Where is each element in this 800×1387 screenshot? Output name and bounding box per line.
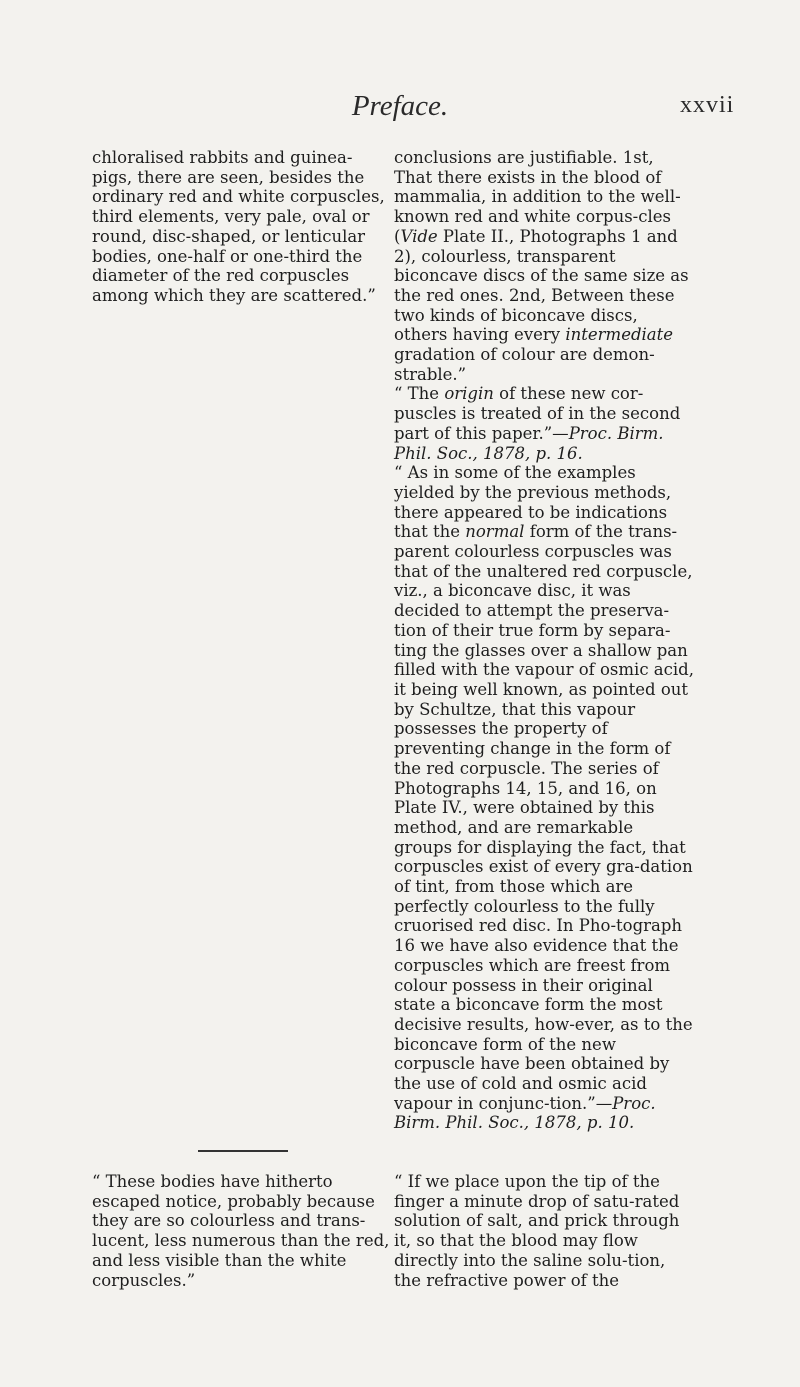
left-column-top <box>92 148 392 306</box>
left-column-bottom <box>92 1172 392 1290</box>
right-paragraph-2: “ The origin of these new cor-puscles is treated of in the second part of this paper.”—Proc. Birm. Phil. Soc., 1878, p. 16. <box>394 384 681 463</box>
citation: Proc. Birm. Phil. Soc., 1878, p. 16. <box>394 423 664 463</box>
page-header <box>0 90 800 120</box>
left-bottom-paragraph: “ These bodies have hitherto escaped notice, probably because they are so colourless and trans-lucent, less numerous than the red, and less visible than the white corpuscles.” <box>92 1172 390 1290</box>
right-paragraph-1: conclusions are justifiable. 1st, That there exists in the blood of mammalia, in addition to the well-known red and white corpus-cles (Vide Plate II., Photographs 1 and 2), colourless, transparent biconcave discs of the same size as the red ones. 2nd, Between these two kinds of biconcave discs, others having every intermediate gradation of colour are demon-strable.” <box>394 148 689 384</box>
page-number: xxvii <box>680 92 735 118</box>
running-title: Preface. <box>351 90 449 122</box>
right-paragraph-3: “ As in some of the examples yielded by the previous methods, there appeared to be indications that the normal form of the trans-parent colourless corpuscles was that of the unaltered red corpuscle, viz., a biconcave disc, it was decided to attempt the preserva-tion of their true form by separa-ting the glasses over a shallow pan filled with the vapour of osmic acid, it being well known, as pointed out by Schultze, that this vapour possesses the property of preventing change in the form of the red corpuscle. The series of Photographs 14, 15, and 16, on Plate IV., were obtained by this method, and are remarkable groups for displaying the fact, that corpuscles exist of every gra-dation of tint, from those which are perfectly colourless to the fully cruorised red disc. In Pho-tograph 16 we have also evidence that the corpuscles which are freest from colour possess in their original state a biconcave form the most decisive results, how-ever, as to the biconcave form of the new corpuscle have been obtained by the use of cold and osmic acid vapour in conjunc-tion.”—Proc. Birm. Phil. Soc., 1878, p. 10. <box>394 463 694 1133</box>
right-column-top <box>394 148 694 1133</box>
left-top-paragraph: chloralised rabbits and guinea-pigs, there are seen, besides the ordinary red and white corpuscles, third elements, very pale, oval or round, disc-shaped, or lenticular bodies, one-half or one-third the diameter of the red corpuscles among which they are scattered.” <box>92 148 385 305</box>
citation: Proc. Birm. Phil. Soc., 1878, p. 10. <box>394 1093 656 1133</box>
right-bottom-paragraph: “ If we place upon the tip of the finger a minute drop of satu-rated solution of salt, and prick through it, so that the blood may flow directly into the saline solu-tion, the refractive power of the <box>394 1172 680 1290</box>
right-column-bottom <box>394 1172 694 1290</box>
separator-rule <box>198 1150 288 1152</box>
